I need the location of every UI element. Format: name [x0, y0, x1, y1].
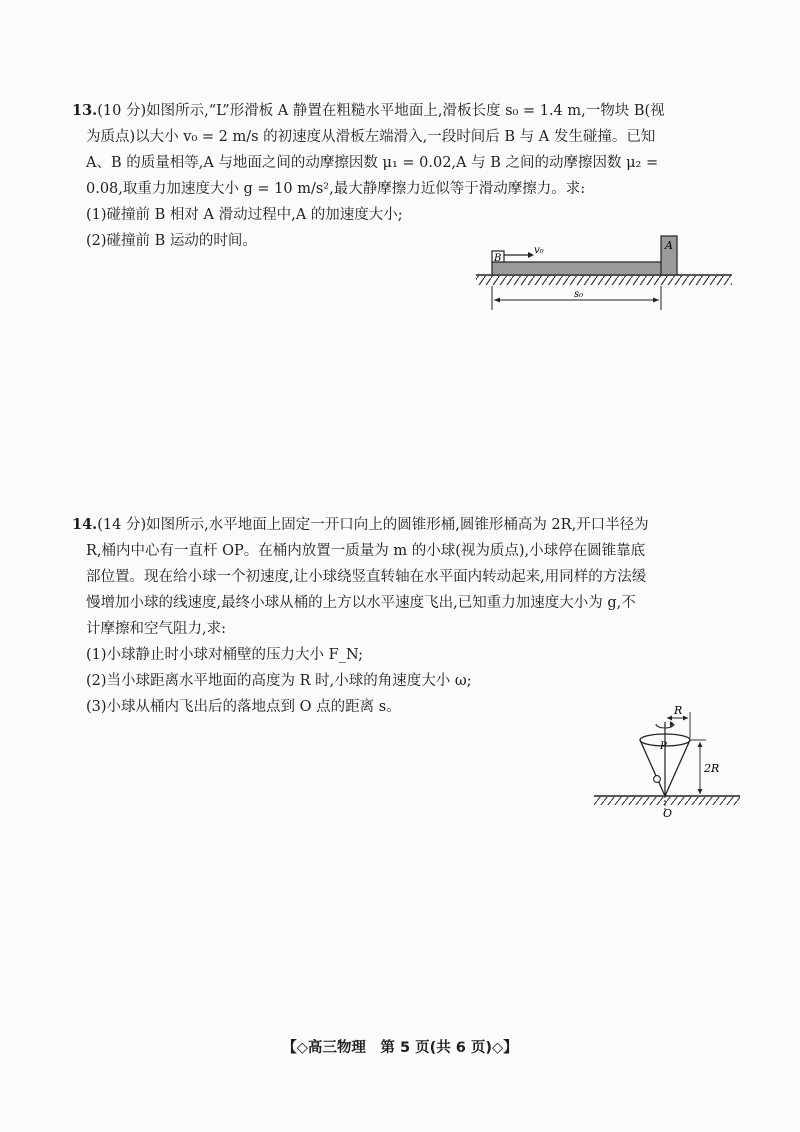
q13-line-3: A、B 的质量相等,A 与地面之间的动摩擦因数 μ₁ = 0.02,A 与 B 之间的动摩擦因数 μ₂ = — [86, 155, 659, 171]
page-footer: 【◇高三物理 第 5 页(共 6 页)◇】 — [282, 1040, 518, 1056]
q13-label-b: B — [494, 253, 502, 264]
q14-line-4: 慢增加小球的线速度,最终小球从桶的上方以水平速度飞出,已知重力加速度大小为 g,不 — [86, 595, 636, 611]
q14-subquestion-3: (3)小球从桶内飞出后的落地点到 O 点的距离 s。 — [86, 699, 401, 715]
q14-ground-hatch — [594, 797, 740, 805]
q14-subquestion-1: (1)小球静止时小球对桶壁的压力大小 F_N; — [86, 647, 364, 663]
q14-label-p: P — [660, 741, 667, 752]
question-14 — [72, 512, 747, 720]
q13-line-1: 13.(10 分)如图所示,“L”形滑板 A 静置在粗糙水平地面上,滑板长度 s₀ = 1.4 m,一物块 B(视 — [72, 102, 665, 119]
q13-label-v0: v₀ — [534, 245, 544, 256]
q14-line-5: 计摩擦和空气阻力,求: — [86, 621, 226, 637]
q13-board — [492, 262, 672, 275]
q13-label-a: A — [665, 239, 673, 252]
q14-cone-right-side — [665, 740, 690, 796]
q13-line-4: 0.08,取重力加速度大小 g = 10 m/s²,最大静摩擦力近似等于滑动摩擦力。求: — [86, 181, 586, 197]
q14-line-3: 部位置。现在给小球一个初速度,让小球绕竖直转轴在水平面内转动起来,用同样的方法缓 — [86, 569, 647, 585]
q14-line-2: R,桶内中心有一直杆 OP。在桶内放置一质量为 m 的小球(视为质点),小球停在圆锥靠底 — [86, 543, 646, 559]
q13-number: 13. — [72, 102, 98, 119]
q13-subquestion-1: (1)碰撞前 B 相对 A 滑动过程中,A 的加速度大小; — [86, 207, 403, 223]
q14-number: 14. — [72, 516, 98, 533]
q13-ground-hatch — [476, 276, 732, 285]
q14-line-1: 14.(14 分)如图所示,水平地面上固定一开口向上的圆锥形桶,圆锥形桶高为 2R,开口半径为 — [72, 516, 649, 533]
q14-ball — [654, 776, 661, 783]
q13-figure — [470, 228, 740, 322]
q14-label-r: R — [674, 704, 683, 717]
q14-subquestion-2: (2)当小球距离水平地面的高度为 R 时,小球的角速度大小 ω; — [86, 673, 472, 689]
q13-line-2: 为质点)以大小 v₀ = 2 m/s 的初速度从滑板左端滑入,一段时间后 B 与 A 发生碰撞。已知 — [86, 129, 656, 145]
q13-subquestion-2: (2)碰撞前 B 运动的时间。 — [86, 233, 257, 249]
q14-label-o: O — [663, 807, 673, 820]
q14-figure — [590, 702, 750, 826]
q14-label-2r: 2R — [704, 762, 720, 775]
q13-label-s0: s₀ — [574, 289, 584, 300]
